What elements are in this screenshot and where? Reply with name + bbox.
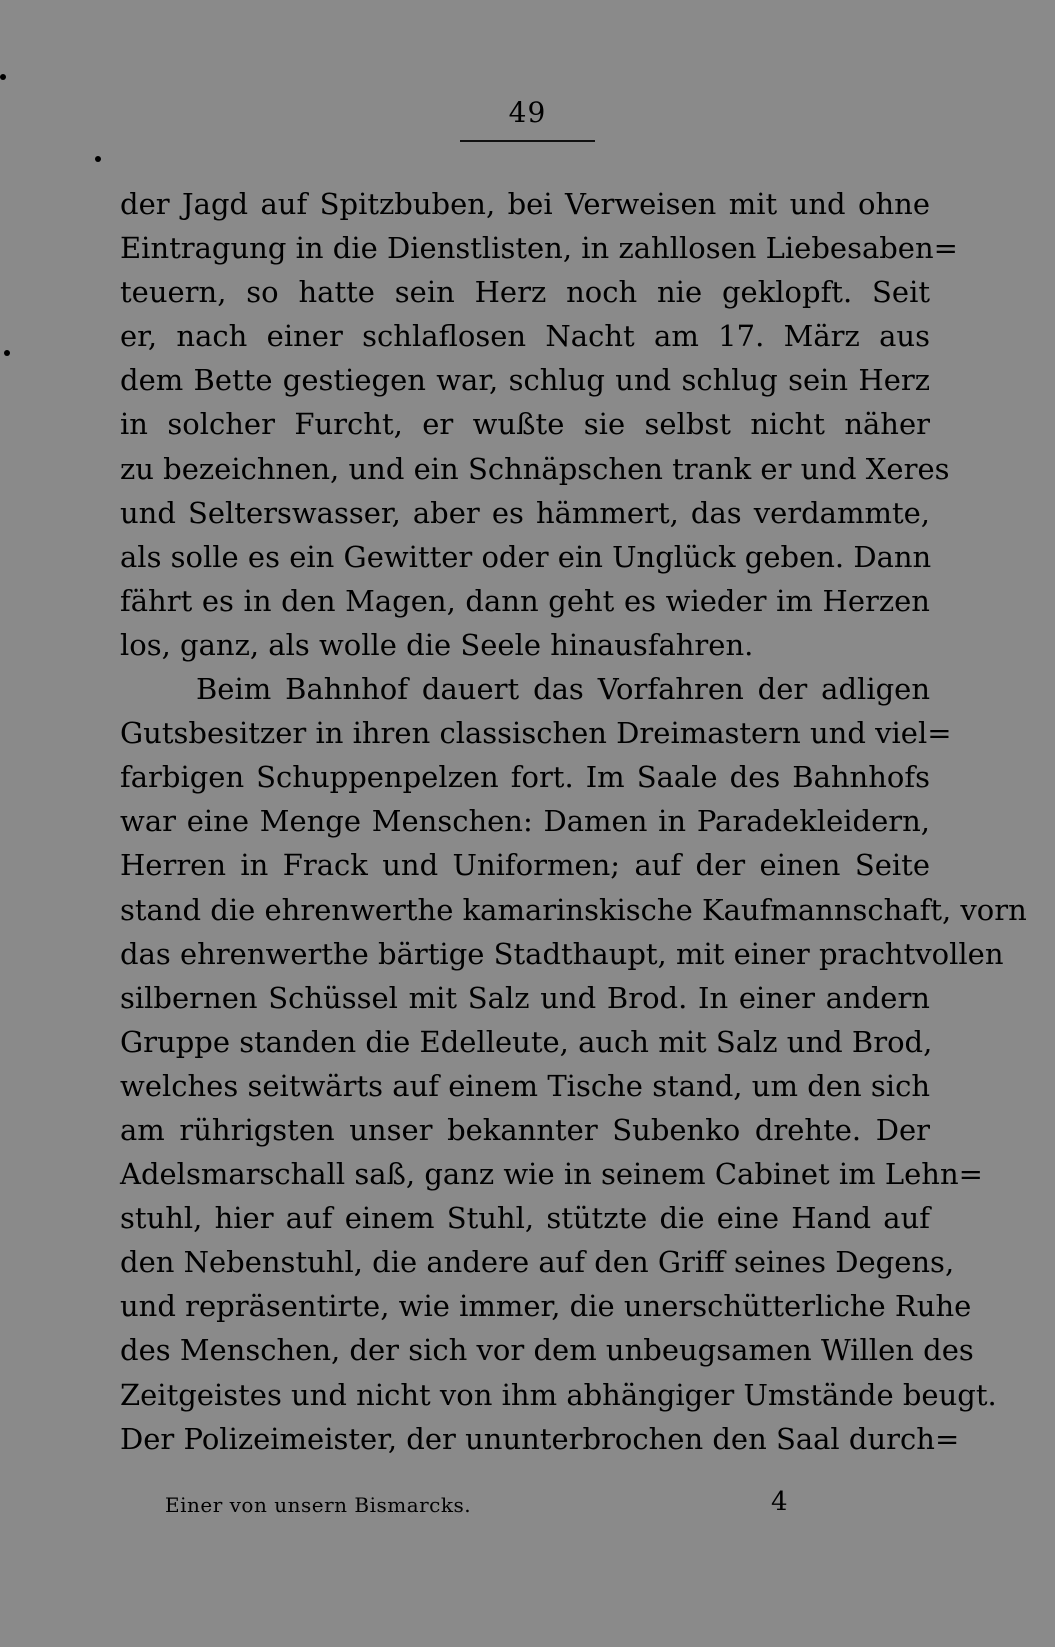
text-line: er, nach einer schlaflosen Nacht am 17. März aus xyxy=(120,319,930,354)
text-line: farbigen Schuppenpelzen fort. Im Saale des Bahnhofs xyxy=(120,760,930,795)
text-line: Gutsbesitzer in ihren classischen Dreimastern und viel= xyxy=(120,716,952,751)
margin-dot xyxy=(95,156,101,162)
text-line: silbernen Schüssel mit Salz und Brod. In einer andern xyxy=(120,980,930,1015)
text-line: und repräsentirte, wie immer, die unerschütterliche Ruhe xyxy=(120,1289,972,1324)
text-line: und Selterswasser, aber es hämmert, das verdammte, xyxy=(120,495,930,530)
text-line: Adelsmarschall saß, ganz wie in seinem Cabinet im Lehn= xyxy=(120,1157,983,1192)
text-line: welches seitwärts auf einem Tische stand, um den sich xyxy=(120,1068,930,1103)
text-line: Gruppe standen die Edelleute, auch mit Salz und Brod, xyxy=(120,1024,933,1059)
text-line: stuhl, hier auf einem Stuhl, stützte die eine Hand auf xyxy=(120,1201,930,1236)
page-footer xyxy=(165,1487,805,1521)
text-line: Eintragung in die Dienstlisten, in zahllosen Liebesaben= xyxy=(120,231,958,266)
text-line: den Nebenstuhl, die andere auf den Griff seines Degens, xyxy=(120,1245,955,1280)
margin-dot xyxy=(0,74,6,80)
text-line: Herren in Frack und Uniformen; auf der einen Seite xyxy=(120,848,930,883)
text-line: fährt es in den Magen, dann geht es wieder im Herzen xyxy=(120,583,930,618)
text-line: teuern, so hatte sein Herz noch nie geklopft. Seit xyxy=(120,275,930,310)
text-line: des Menschen, der sich vor dem unbeugsamen Willen des xyxy=(120,1333,974,1368)
text-line: war eine Menge Menschen: Damen in Paradekleidern, xyxy=(120,804,930,839)
text-line: in solcher Furcht, er wußte sie selbst nicht näher xyxy=(120,407,930,442)
body-text xyxy=(120,182,1027,1461)
printer-signature: Einer von unsern Bismarcks. xyxy=(165,1493,472,1517)
header-rule xyxy=(460,140,595,142)
text-line: Beim Bahnhof dauert das Vorfahren der adligen xyxy=(196,672,930,707)
margin-dot xyxy=(4,350,10,356)
text-line: der Jagd auf Spitzbuben, bei Verweisen mit und ohne xyxy=(120,187,930,221)
text-line: Der Polizeimeister, der ununterbrochen den Saal durch= xyxy=(120,1421,960,1456)
page-number: 49 xyxy=(508,96,547,129)
text-line: stand die ehrenwerthe kamarinskische Kaufmannschaft, vorn xyxy=(120,892,1027,927)
text-line: zu bezeichnen, und ein Schnäpschen trank er und Xeres xyxy=(120,451,950,486)
text-line: das ehrenwerthe bärtige Stadthaupt, mit einer prachtvollen xyxy=(120,936,1004,971)
text-line: Zeitgeistes und nicht von ihm abhängiger Umstände beugt. xyxy=(120,1377,997,1412)
text-line: am rührigsten unser bekannter Subenko drehte. Der xyxy=(120,1112,930,1147)
sheet-number: 4 xyxy=(771,1487,788,1517)
text-line: dem Bette gestiegen war, schlug und schlug sein Herz xyxy=(120,363,930,398)
text-line: los, ganz, als wolle die Seele hinausfahren. xyxy=(120,627,754,662)
text-line: als solle es ein Gewitter oder ein Unglück geben. Dann xyxy=(120,539,932,574)
